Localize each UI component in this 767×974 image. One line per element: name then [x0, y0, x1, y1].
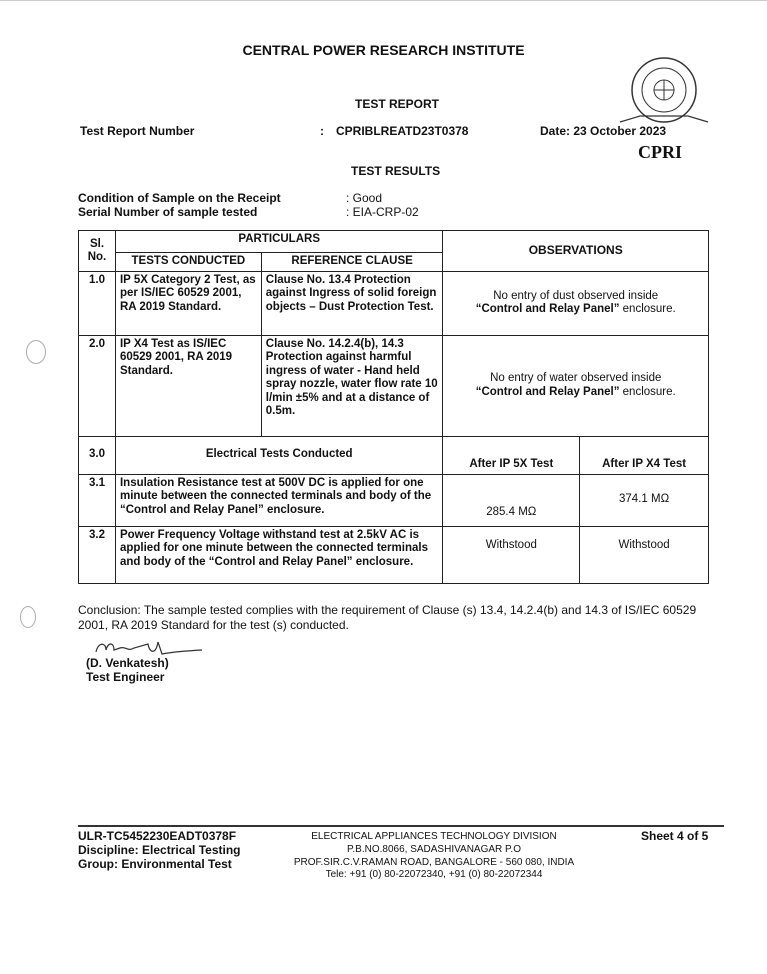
group: Group: Environmental Test	[78, 857, 232, 871]
sheet-number: Sheet 4 of 5	[641, 829, 709, 843]
cpri-seal-icon	[618, 52, 710, 144]
tests-conducted-header: TESTS CONDUCTED	[115, 253, 261, 272]
ulr-number: ULR-TC5452230EADT0378F	[78, 829, 237, 843]
obs-suffix: enclosure.	[619, 303, 676, 315]
conclusion-text: Conclusion: The sample tested complies with the requirement of Clause (s) 13.4, 14.2.4(b) and 14.3 of IS/IEC 60529 2001, RA 2019 Standard for the test (s) conducted.	[78, 603, 697, 632]
row-value: 374.1 MΩ	[580, 474, 709, 526]
report-number: CPRIBLREATD23T0378	[336, 124, 469, 138]
table-row	[79, 335, 709, 436]
row-sl: 3.0	[79, 436, 116, 474]
report-number-colon: :	[320, 124, 324, 138]
obs-subject: “Control and Relay Panel”	[475, 385, 620, 398]
address-road: PROF.SIR.C.V.RAMAN ROAD, BANGALORE - 560 080, INDIA	[293, 857, 575, 868]
row-value: Withstood	[580, 526, 709, 583]
row-clause: Clause No. 13.4 Protection against Ingress of solid foreign objects – Dust Protection Test.	[261, 271, 443, 335]
row-test: IP 5X Category 2 Test, as per IS/IEC 60529 2001, RA 2019 Standard.	[115, 271, 261, 335]
row-value: 285.4 MΩ	[443, 474, 580, 526]
obs-text: No entry of water observed inside	[490, 372, 662, 384]
serial-label: Serial Number of sample tested	[78, 205, 258, 219]
condition-value: : Good	[346, 191, 383, 205]
row-observation	[443, 271, 709, 335]
telephone: Tele: +91 (0) 80-22072340, +91 (0) 80-22072344	[325, 869, 543, 880]
report-number-label: Test Report Number	[80, 124, 195, 138]
po-box: P.B.NO.8066, SADASHIVANAGAR P.O	[347, 844, 521, 855]
table-row	[79, 271, 709, 335]
sl-header: Sl. No.	[79, 231, 116, 272]
row-observation	[443, 335, 709, 436]
discipline: Discipline: Electrical Testing	[78, 843, 241, 857]
table-row	[79, 436, 709, 474]
col-after-ip5x: After IP 5X Test	[443, 436, 580, 474]
particulars-header: PARTICULARS	[115, 231, 442, 253]
row-sl: 2.0	[79, 335, 116, 436]
row-clause: Clause No. 14.2.4(b), 14.3 Protection against harmful ingress of water - Hand held spray nozzle, water flow rate 10 l/min ±5% and at a distance of 0.5m.	[261, 335, 443, 436]
signatory-name: (D. Venkatesh)	[86, 656, 169, 670]
electrical-title: Electrical Tests Conducted	[115, 436, 442, 474]
table-row	[79, 474, 709, 526]
col-after-ipx4: After IP X4 Test	[580, 436, 709, 474]
obs-text: No entry of dust observed inside	[493, 289, 659, 302]
results-table	[78, 230, 709, 584]
footer-rule	[78, 825, 724, 827]
scan-mark	[26, 340, 46, 364]
report-title: TEST REPORT	[355, 97, 440, 111]
obs-suffix: enclosure.	[619, 385, 676, 398]
row-value: Withstood	[443, 526, 580, 583]
row-test: Insulation Resistance test at 500V DC is applied for one minute between the connected terminals and body of the “Control and Relay Panel” enclosure.	[115, 474, 442, 526]
signatory-title: Test Engineer	[86, 670, 165, 684]
top-edge	[0, 0, 767, 1]
row-sl: 1.0	[79, 271, 116, 335]
division-name: ELECTRICAL APPLIANCES TECHNOLOGY DIVISION	[311, 831, 557, 842]
institute-name: CENTRAL POWER RESEARCH INSTITUTE	[242, 42, 525, 58]
observations-header: OBSERVATIONS	[443, 231, 709, 272]
report-date: Date: 23 October 2023	[540, 124, 667, 138]
scan-mark	[20, 606, 36, 628]
row-test: Power Frequency Voltage withstand test at 2.5kV AC is applied for one minute between the connected terminals and body of the “Control and Relay Panel” enclosure.	[115, 526, 442, 583]
seal-caption: CPRI	[638, 142, 682, 162]
results-title: TEST RESULTS	[351, 164, 441, 178]
row-test: IP X4 Test as IS/IEC 60529 2001, RA 2019 Standard.	[115, 335, 261, 436]
condition-label: Condition of Sample on the Receipt	[78, 191, 281, 205]
row-sl: 3.1	[79, 474, 116, 526]
table-row	[79, 526, 709, 583]
serial-value: : EIA-CRP-02	[346, 205, 419, 219]
obs-subject: “Control and Relay Panel”	[475, 303, 620, 315]
row-sl: 3.2	[79, 526, 116, 583]
reference-clause-header: REFERENCE CLAUSE	[261, 253, 443, 272]
